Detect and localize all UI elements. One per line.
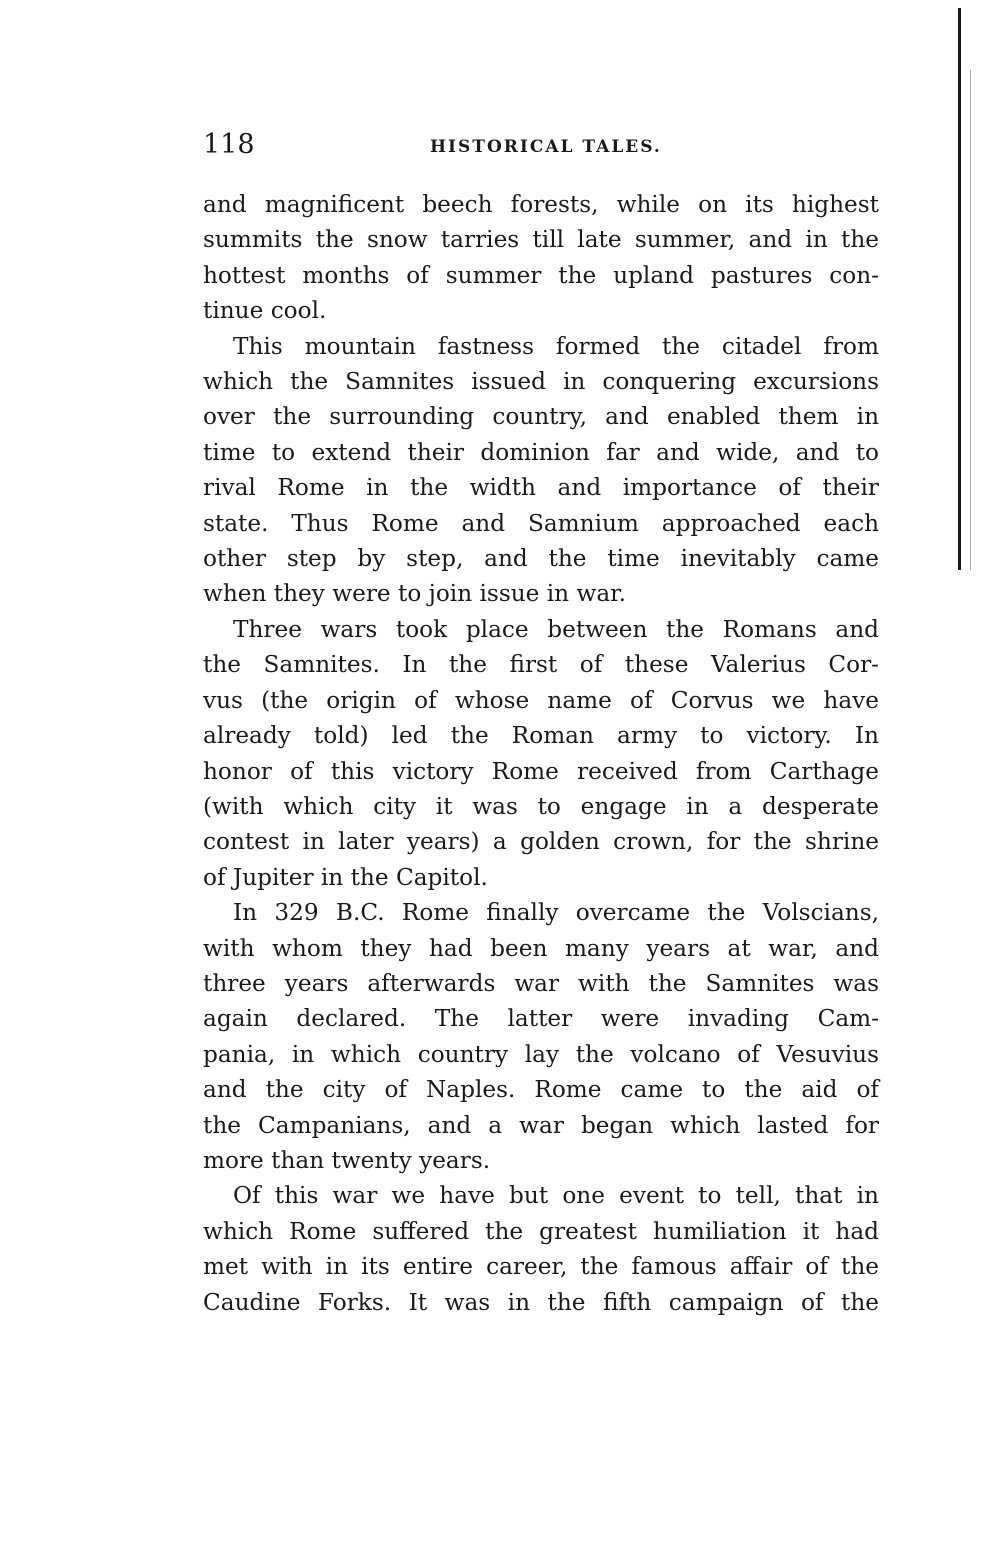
text-line: again declared. The latter were invading Cam- [203,1005,879,1033]
text-line: when they were to join issue in war. [203,580,627,608]
text-line: contest in later years) a golden crown, for the shrine [203,828,879,856]
paragraph-5 [203,1178,879,1320]
text-line: honor of this victory Rome received from Carthage [203,757,879,785]
text-line: which Rome suffered the greatest humiliation it had [203,1217,879,1245]
text-line: time to extend their dominion far and wide, and to [203,438,879,466]
text-line: (with which city it was to engage in a desperate [203,792,879,820]
text-line: the Campanians, and a war began which lasted for [203,1111,879,1139]
text-line: pania, in which country lay the volcano of Vesuvius [203,1040,879,1068]
page-edge-shadow-secondary [970,70,971,570]
running-title: HISTORICAL TALES. [430,137,662,157]
text-line: rival Rome in the width and importance of their [203,474,879,502]
text-line: Of this war we have but one event to tell, that in [233,1182,879,1210]
text-line: three years afterwards war with the Samnites was [203,969,879,997]
text-line: tinue cool. [203,297,327,325]
text-line: Three wars took place between the Romans and [233,615,879,643]
text-line: which the Samnites issued in conquering excursions [203,368,879,396]
text-line: and magnificent beech forests, while on its highest [203,191,879,218]
text-line: over the surrounding country, and enabled them in [203,403,879,431]
text-line: with whom they had been many years at war, and [203,934,879,962]
text-line: summits the snow tarries till late summer, and in the [203,226,879,254]
text-line: already told) led the Roman army to victory. In [203,722,879,750]
text-line: Caudine Forks. It was in the fifth campaign of the [203,1288,879,1316]
text-line: This mountain fastness formed the citadel from [233,332,879,360]
text-line: vus (the origin of whose name of Corvus we have [203,686,879,714]
text-line: more than twenty years. [203,1146,491,1174]
text-line: the Samnites. In the first of these Valerius Cor- [203,651,879,679]
body-text [203,187,879,1320]
text-line: of Jupiter in the Capitol. [203,863,488,891]
text-line: other step by step, and the time inevitably came [203,545,879,573]
text-line: and the city of Naples. Rome came to the aid of [203,1076,879,1104]
text-line: met with in its entire career, the famous affair of the [203,1253,879,1281]
page-header [203,128,903,168]
paragraph-1 [203,187,879,329]
paragraph-4 [203,895,879,1178]
text-line: In 329 B.C. Rome finally overcame the Volscians, [233,899,879,927]
page-edge-shadow [958,8,961,570]
text-line: state. Thus Rome and Samnium approached each [203,509,879,537]
page-number: 118 [203,129,255,160]
text-line: hottest months of summer the upland pastures con- [203,261,879,289]
paragraph-2 [203,329,879,612]
paragraph-3 [203,612,879,895]
